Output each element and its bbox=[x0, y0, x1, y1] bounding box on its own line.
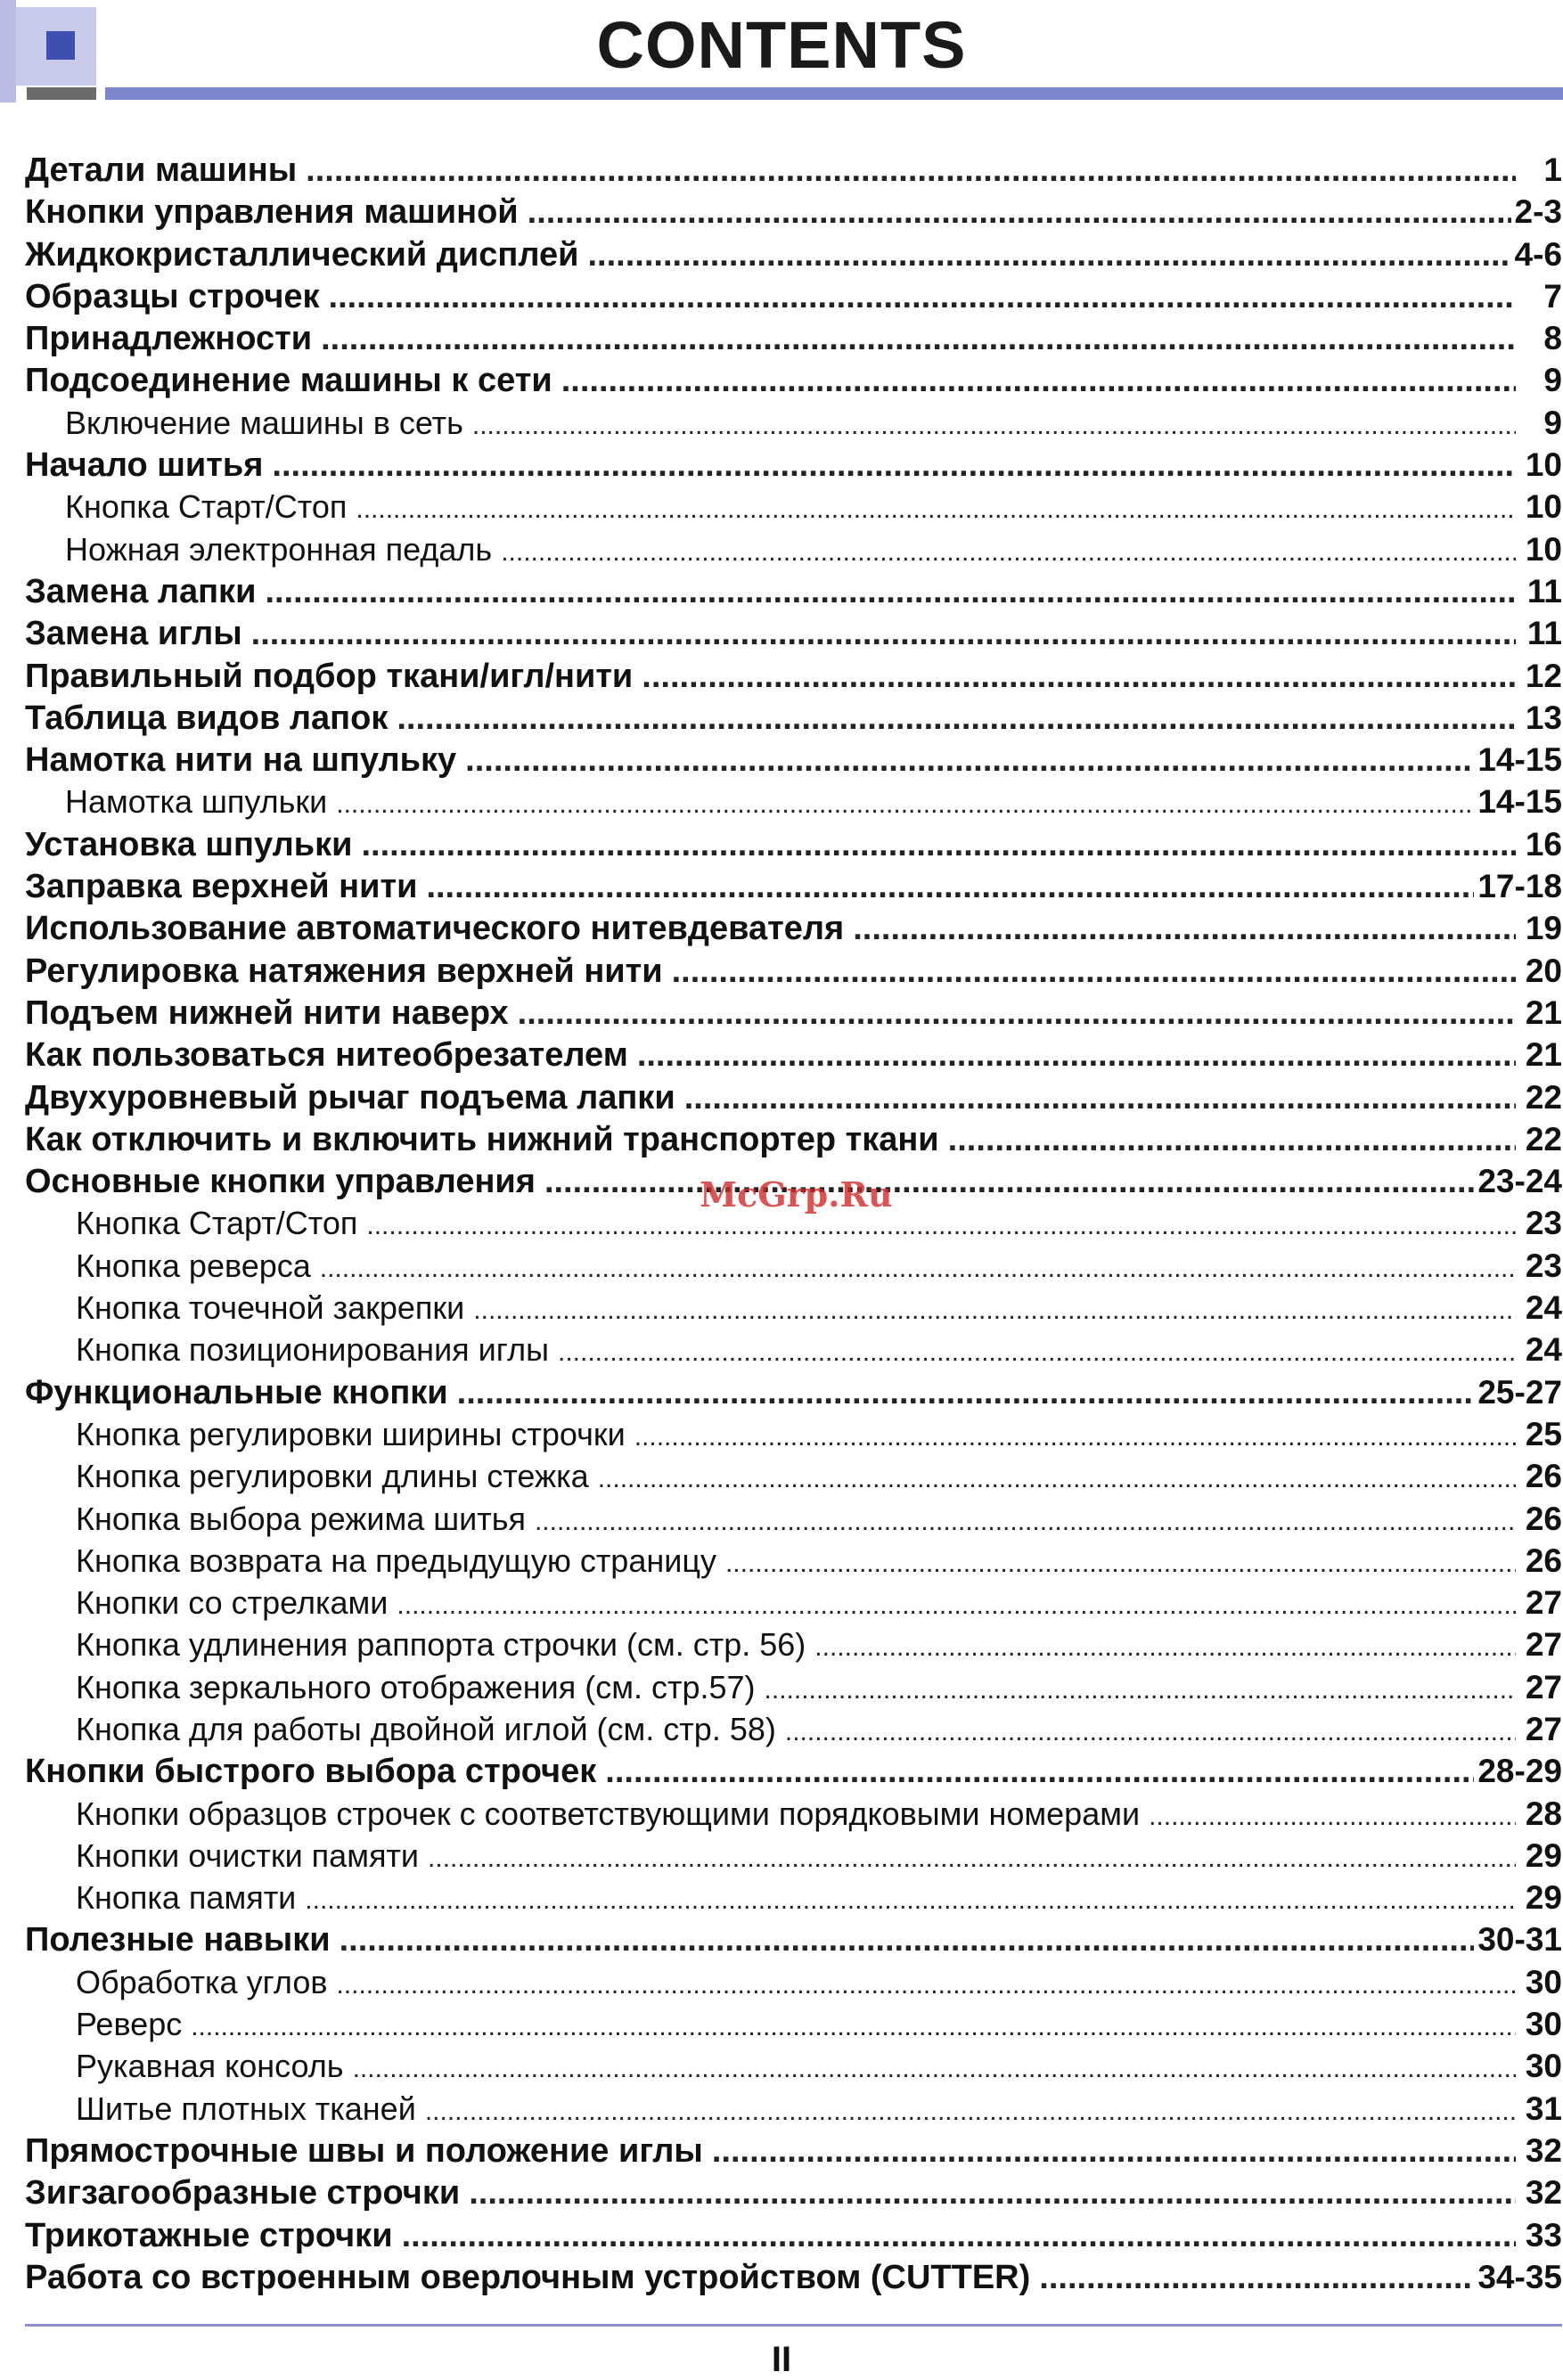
toc-entry[interactable] bbox=[25, 2132, 1562, 2174]
toc-entry-label: Реверс bbox=[76, 2006, 183, 2043]
toc-dot-leader bbox=[469, 2174, 1516, 2212]
table-of-contents bbox=[25, 151, 1562, 2301]
toc-dot-leader bbox=[356, 488, 1516, 526]
toc-entry-label: Намотка шпульки bbox=[65, 783, 328, 821]
toc-page-number: 13 bbox=[1525, 699, 1562, 736]
toc-entry[interactable] bbox=[25, 1921, 1562, 1963]
toc-entry-label: Использование автоматического нитевдевателя bbox=[25, 910, 845, 948]
toc-dot-leader bbox=[425, 2090, 1516, 2128]
toc-page-number: 22 bbox=[1525, 1120, 1562, 1157]
toc-subentry[interactable] bbox=[25, 1669, 1562, 1711]
toc-dot-leader bbox=[353, 2048, 1516, 2085]
toc-page-number: 32 bbox=[1525, 2131, 1562, 2169]
toc-subentry[interactable] bbox=[25, 1458, 1562, 1500]
toc-entry-label: Регулировка натяжения верхней нити bbox=[25, 952, 663, 990]
toc-subentry[interactable] bbox=[25, 1795, 1562, 1837]
toc-dot-leader bbox=[336, 783, 1474, 821]
toc-entry-label: Функциональные кнопки bbox=[25, 1373, 448, 1411]
toc-page-number: 10 bbox=[1525, 488, 1562, 526]
toc-entry-label: Кнопка регулировки длины стежка bbox=[76, 1458, 589, 1495]
toc-entry[interactable] bbox=[25, 278, 1562, 320]
toc-entry-label: Ножная электронная педаль bbox=[65, 530, 493, 568]
toc-entry-label: Основные кнопки управления bbox=[25, 1163, 536, 1201]
toc-dot-leader bbox=[501, 531, 1516, 568]
toc-entry-label: Намотка нити на шпульку bbox=[25, 741, 457, 780]
toc-page-number: 29 bbox=[1525, 1879, 1562, 1917]
toc-entry[interactable] bbox=[25, 826, 1562, 868]
toc-page-number: 26 bbox=[1525, 1500, 1562, 1537]
footer-rule bbox=[25, 2324, 1562, 2327]
toc-dot-leader bbox=[637, 1036, 1516, 1075]
toc-dot-leader bbox=[329, 278, 1516, 316]
toc-entry-label: Кнопка памяти bbox=[76, 1879, 297, 1917]
toc-page-number: 29 bbox=[1525, 1836, 1562, 1874]
toc-page-number: 8 bbox=[1543, 320, 1562, 357]
toc-entry-label: Как отключить и включить нижний транспортер ткани bbox=[25, 1120, 939, 1158]
toc-dot-leader bbox=[598, 1458, 1516, 1495]
toc-subentry[interactable] bbox=[25, 1584, 1562, 1626]
toc-entry-label: Кнопка удлинения раппорта строчки (см. стр. 56) bbox=[76, 1626, 806, 1664]
toc-page-number: 19 bbox=[1525, 910, 1562, 947]
toc-subentry[interactable] bbox=[25, 531, 1562, 573]
toc-subentry[interactable] bbox=[25, 1626, 1562, 1668]
toc-page-number: 1 bbox=[1543, 151, 1562, 188]
toc-entry-label: Кнопка точечной закрепки bbox=[76, 1289, 465, 1327]
toc-subentry[interactable] bbox=[25, 2048, 1562, 2090]
toc-entry[interactable] bbox=[25, 615, 1562, 657]
toc-page-number: 31 bbox=[1525, 2090, 1562, 2127]
toc-entry-label: Подсоединение машины к сети bbox=[25, 362, 552, 400]
toc-subentry[interactable] bbox=[25, 1879, 1562, 1921]
toc-dot-leader bbox=[518, 994, 1516, 1033]
toc-dot-leader bbox=[402, 2217, 1516, 2255]
page-title: CONTENTS bbox=[596, 8, 967, 82]
toc-entry[interactable] bbox=[25, 741, 1562, 783]
toc-dot-leader bbox=[785, 1711, 1516, 1748]
toc-page-number: 28-29 bbox=[1477, 1753, 1562, 1790]
toc-page-number: 20 bbox=[1525, 952, 1562, 989]
toc-page-number: 12 bbox=[1525, 657, 1562, 694]
toc-page-number: 26 bbox=[1525, 1458, 1562, 1495]
toc-dot-leader bbox=[272, 446, 1516, 485]
toc-subentry[interactable] bbox=[25, 2090, 1562, 2132]
toc-dot-leader bbox=[397, 699, 1516, 738]
toc-dot-leader bbox=[561, 362, 1516, 400]
toc-entry-label: Кнопка Старт/Стоп bbox=[76, 1205, 358, 1242]
toc-dot-leader bbox=[853, 910, 1516, 948]
toc-page-number: 2-3 bbox=[1514, 193, 1562, 231]
toc-dot-leader bbox=[1039, 2259, 1474, 2297]
toc-entry-label: Образцы строчек bbox=[25, 277, 320, 315]
toc-entry-label: Как пользоваться нитеобрезателем bbox=[25, 1036, 628, 1075]
toc-entry-label: Кнопка зеркального отображения (см. стр.57) bbox=[76, 1668, 756, 1705]
toc-page-number: 11 bbox=[1526, 615, 1562, 652]
header-rule-gray bbox=[27, 87, 96, 100]
toc-dot-leader bbox=[265, 573, 1516, 611]
toc-dot-leader bbox=[814, 1626, 1516, 1664]
toc-entry-label: Детали машины bbox=[25, 151, 298, 189]
toc-dot-leader bbox=[672, 953, 1516, 991]
toc-subentry[interactable] bbox=[25, 1837, 1562, 1879]
toc-page-number: 14-15 bbox=[1477, 783, 1562, 821]
toc-entry[interactable] bbox=[25, 446, 1562, 488]
toc-entry[interactable] bbox=[25, 868, 1562, 910]
toc-page-number: 30-31 bbox=[1477, 1921, 1562, 1959]
toc-entry-label: Кнопка позиционирования иглы bbox=[76, 1331, 549, 1369]
toc-dot-leader bbox=[588, 236, 1511, 274]
toc-dot-leader bbox=[251, 615, 1516, 653]
toc-entry-label: Кнопка для работы двойной иглой (см. стр. 58) bbox=[76, 1710, 776, 1747]
toc-page-number: 9 bbox=[1543, 362, 1562, 399]
toc-page-number: 21 bbox=[1525, 1036, 1562, 1074]
toc-page-number: 16 bbox=[1525, 825, 1562, 863]
toc-entry-label: Начало шитья bbox=[25, 446, 264, 485]
toc-entry-label: Включение машины в сеть bbox=[65, 404, 463, 441]
toc-entry[interactable] bbox=[25, 1121, 1562, 1163]
toc-entry-label: Подъем нижней нити наверх bbox=[25, 994, 509, 1032]
toc-entry[interactable] bbox=[25, 362, 1562, 404]
toc-dot-leader bbox=[725, 1542, 1516, 1580]
toc-page-number: 33 bbox=[1525, 2216, 1562, 2253]
toc-dot-leader bbox=[558, 1331, 1516, 1369]
toc-entry-label: Полезные навыки bbox=[25, 1921, 331, 1959]
toc-entry[interactable] bbox=[25, 573, 1562, 615]
toc-dot-leader bbox=[544, 1163, 1474, 1201]
toc-page-number: 9 bbox=[1543, 404, 1562, 441]
toc-subentry[interactable] bbox=[25, 1331, 1562, 1373]
toc-dot-leader bbox=[605, 1753, 1474, 1791]
toc-entry[interactable] bbox=[25, 1753, 1562, 1795]
toc-subentry[interactable] bbox=[25, 1501, 1562, 1542]
toc-subentry[interactable] bbox=[25, 1416, 1562, 1458]
toc-page-number: 24 bbox=[1525, 1289, 1562, 1327]
toc-entry[interactable] bbox=[25, 151, 1562, 193]
toc-dot-leader bbox=[397, 1584, 1516, 1622]
toc-dot-leader bbox=[634, 1416, 1516, 1453]
toc-dot-leader bbox=[362, 826, 1517, 864]
toc-entry-label: Таблица видов лапок bbox=[25, 699, 389, 737]
toc-dot-leader bbox=[321, 320, 1516, 358]
toc-entry[interactable] bbox=[25, 994, 1562, 1036]
toc-page-number: 23 bbox=[1525, 1247, 1562, 1284]
toc-dot-leader bbox=[465, 741, 1474, 780]
toc-entry[interactable] bbox=[25, 1374, 1562, 1416]
toc-entry-label: Рукавная консоль bbox=[76, 2048, 344, 2085]
toc-dot-leader bbox=[535, 1501, 1516, 1538]
toc-entry[interactable] bbox=[25, 910, 1562, 952]
toc-entry-label: Правильный подбор ткани/игл/нити bbox=[25, 657, 634, 695]
toc-entry-label: Кнопка Старт/Стоп bbox=[65, 488, 348, 526]
toc-entry-label: Замена иглы bbox=[25, 615, 242, 653]
toc-dot-leader bbox=[336, 1964, 1516, 2001]
toc-entry-label: Работа со встроенным оверлочным устройством (CUTTER) bbox=[25, 2258, 1031, 2296]
toc-entry-label: Кнопки очистки памяти bbox=[76, 1836, 420, 1874]
toc-entry-label: Кнопка выбора режима шитья bbox=[76, 1500, 526, 1537]
toc-page-number: 27 bbox=[1525, 1584, 1562, 1622]
toc-page-number: 10 bbox=[1525, 530, 1562, 568]
toc-dot-leader bbox=[948, 1121, 1516, 1159]
toc-page-number: 28 bbox=[1525, 1795, 1562, 1832]
toc-entry-label: Трикотажные строчки bbox=[25, 2216, 393, 2254]
toc-page-number: 4-6 bbox=[1514, 235, 1562, 273]
page-number: II bbox=[771, 2340, 792, 2379]
toc-entry[interactable] bbox=[25, 2174, 1562, 2216]
toc-dot-leader bbox=[366, 1205, 1516, 1242]
toc-subentry[interactable] bbox=[25, 1247, 1562, 1289]
toc-page-number: 7 bbox=[1543, 277, 1562, 315]
toc-subentry[interactable] bbox=[25, 488, 1562, 530]
header-rule-blue bbox=[105, 87, 1563, 100]
toc-entry-label: Кнопки быстрого выбора строчек bbox=[25, 1753, 597, 1791]
toc-dot-leader bbox=[473, 1289, 1516, 1327]
toc-page-number: 14-15 bbox=[1477, 741, 1562, 779]
toc-page-number: 30 bbox=[1525, 1963, 1562, 2000]
toc-dot-leader bbox=[306, 151, 1516, 190]
toc-entry-label: Прямострочные швы и положение иглы bbox=[25, 2131, 703, 2170]
toc-dot-leader bbox=[340, 1921, 1475, 1959]
toc-entry-label: Замена лапки bbox=[25, 572, 257, 610]
toc-entry-label: Шитье плотных тканей bbox=[76, 2090, 416, 2127]
toc-dot-leader bbox=[528, 193, 1511, 232]
toc-page-number: 24 bbox=[1525, 1331, 1562, 1369]
toc-entry-label: Кнопки образцов строчек с соответствующими порядковыми номерами bbox=[76, 1795, 1141, 1832]
toc-page-number: 30 bbox=[1525, 2048, 1562, 2085]
toc-entry-label: Принадлежности bbox=[25, 320, 313, 358]
watermark: McGrp.Ru bbox=[700, 1174, 893, 1215]
toc-page-number: 30 bbox=[1525, 2006, 1562, 2043]
toc-subentry[interactable] bbox=[25, 1964, 1562, 2006]
toc-dot-leader bbox=[428, 1837, 1516, 1875]
toc-page-number: 22 bbox=[1525, 1078, 1562, 1116]
toc-subentry[interactable] bbox=[25, 1711, 1562, 1753]
toc-page-number: 27 bbox=[1525, 1626, 1562, 1664]
toc-entry-label: Жидкокристаллический дисплей bbox=[25, 235, 579, 274]
toc-page-number: 34-35 bbox=[1477, 2258, 1562, 2295]
toc-page-number: 25 bbox=[1525, 1415, 1562, 1452]
toc-page-number: 21 bbox=[1525, 994, 1562, 1031]
toc-dot-leader bbox=[472, 405, 1516, 442]
toc-entry-label: Обработка углов bbox=[76, 1963, 328, 2000]
toc-dot-leader bbox=[684, 1079, 1516, 1117]
toc-dot-leader bbox=[426, 868, 1474, 906]
toc-entry-label: Двухуровневый рычаг подъема лапки bbox=[25, 1078, 675, 1116]
toc-entry-label: Установка шпульки bbox=[25, 825, 353, 863]
toc-page-number: 27 bbox=[1525, 1710, 1562, 1747]
toc-subentry[interactable] bbox=[25, 1289, 1562, 1331]
toc-dot-leader bbox=[765, 1669, 1516, 1706]
toc-subentry[interactable] bbox=[25, 405, 1562, 446]
toc-page-number: 26 bbox=[1525, 1542, 1562, 1579]
toc-subentry[interactable] bbox=[25, 2006, 1562, 2048]
toc-dot-leader bbox=[642, 658, 1516, 696]
toc-subentry[interactable] bbox=[25, 783, 1562, 825]
toc-dot-leader bbox=[320, 1247, 1516, 1285]
toc-entry-label: Кнопка реверса bbox=[76, 1247, 311, 1284]
toc-entry[interactable] bbox=[25, 1079, 1562, 1121]
toc-entry-label: Кнопки управления машиной bbox=[25, 193, 519, 232]
toc-subentry[interactable] bbox=[25, 1542, 1562, 1584]
toc-dot-leader bbox=[712, 2132, 1516, 2171]
toc-entry-label: Кнопка возврата на предыдущую страницу bbox=[76, 1542, 716, 1579]
toc-page-number: 27 bbox=[1525, 1668, 1562, 1705]
toc-dot-leader bbox=[1149, 1795, 1516, 1833]
toc-entry[interactable] bbox=[25, 2217, 1562, 2259]
toc-page-number: 32 bbox=[1525, 2174, 1562, 2212]
toc-entry-label: Заправка верхней нити bbox=[25, 868, 418, 906]
toc-entry-label: Кнопка регулировки ширины строчки bbox=[76, 1415, 626, 1452]
toc-page-number: 11 bbox=[1526, 572, 1562, 609]
toc-page-number: 10 bbox=[1525, 446, 1562, 484]
toc-entry[interactable] bbox=[25, 193, 1562, 235]
toc-page-number: 23 bbox=[1525, 1205, 1562, 1242]
toc-entry[interactable] bbox=[25, 953, 1562, 994]
toc-entry-label: Зигзагообразные строчки bbox=[25, 2174, 461, 2212]
toc-entry[interactable] bbox=[25, 236, 1562, 278]
toc-entry[interactable] bbox=[25, 1036, 1562, 1078]
toc-entry[interactable] bbox=[25, 320, 1562, 362]
toc-entry[interactable] bbox=[25, 658, 1562, 699]
toc-page-number: 17-18 bbox=[1477, 868, 1562, 905]
toc-page-number: 23-24 bbox=[1477, 1163, 1562, 1200]
toc-entry[interactable] bbox=[25, 2259, 1562, 2301]
toc-entry[interactable] bbox=[25, 699, 1562, 741]
toc-dot-leader bbox=[305, 1879, 1516, 1917]
toc-page-number: 25-27 bbox=[1477, 1373, 1562, 1411]
toc-dot-leader bbox=[191, 2006, 1516, 2043]
toc-dot-leader bbox=[457, 1374, 1475, 1412]
toc-entry-label: Кнопки со стрелками bbox=[76, 1584, 389, 1622]
